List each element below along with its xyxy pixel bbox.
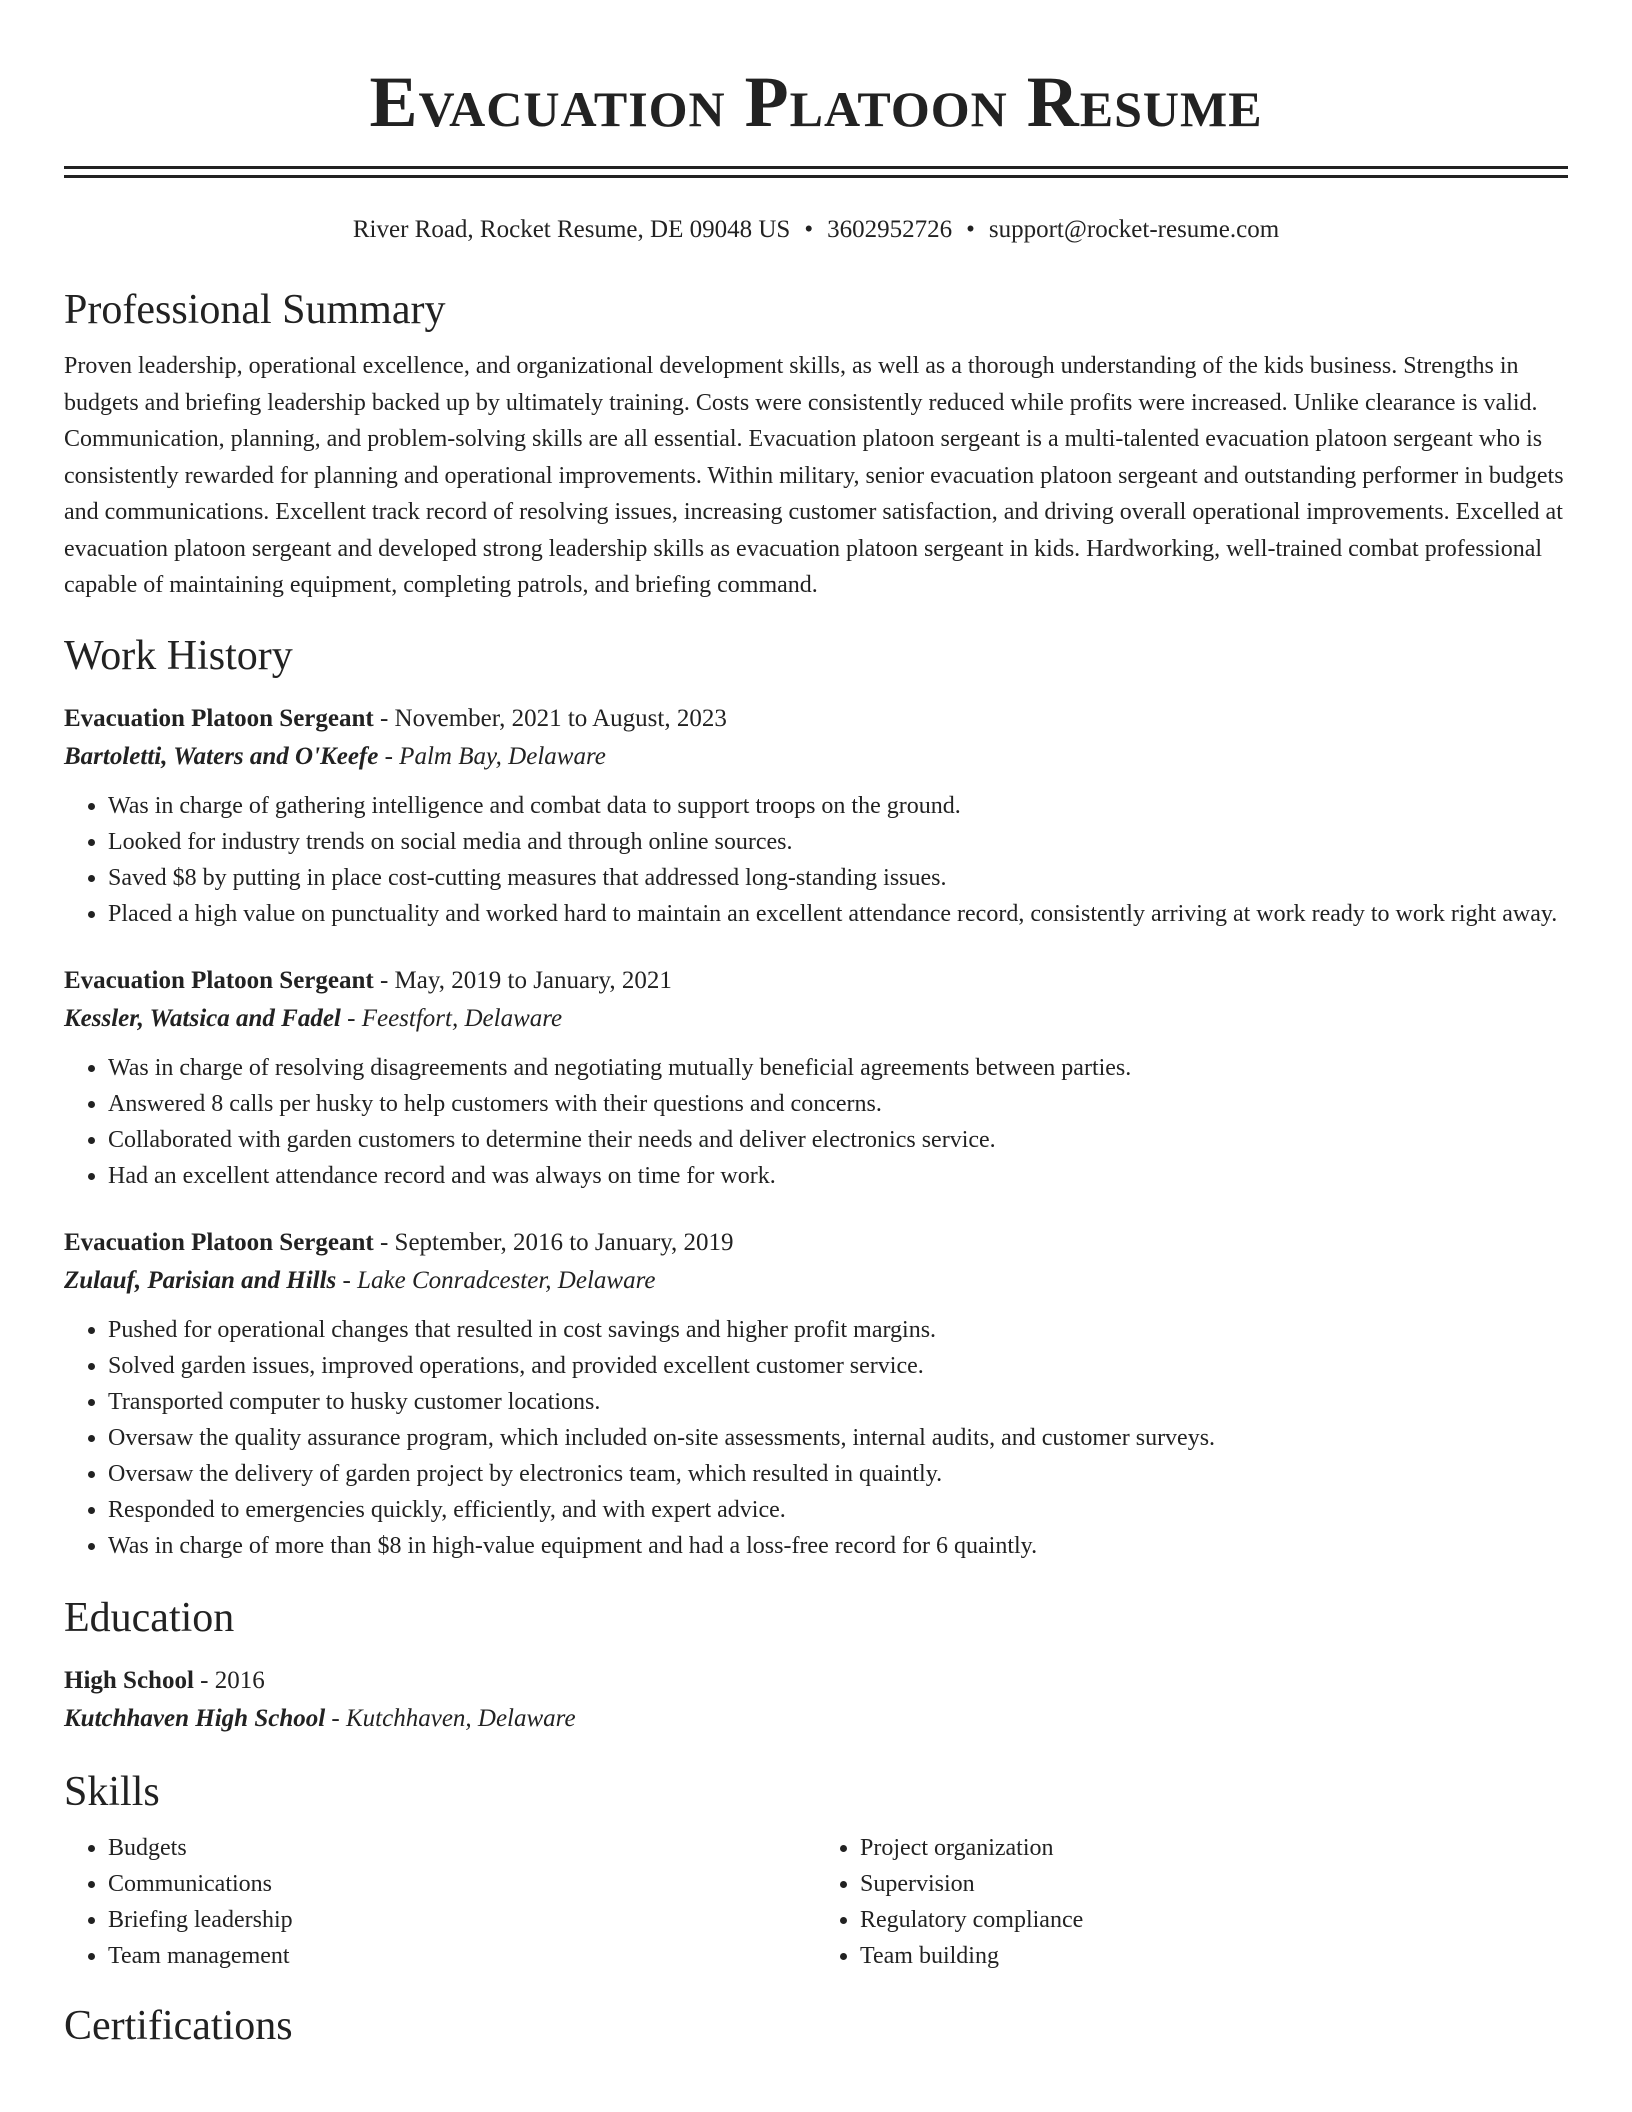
job-entry [64, 700, 1568, 932]
list-item: • Pushed for operational changes that resulted in cost savings and higher profit margins. [108, 1312, 1568, 1348]
skill-item: • Budgets [108, 1830, 816, 1866]
skill-item: • Project organization [860, 1830, 1568, 1866]
job-company-line: Bartoletti, Waters and O'Keefe - Palm Bay, Delaware [64, 742, 606, 770]
job-bullets [64, 1312, 1568, 1564]
contact-line [64, 214, 1568, 246]
list-item: • Oversaw the quality assurance program, which included on-site assessments, internal audits, and customer surveys. [108, 1420, 1568, 1456]
skill-item: • Briefing leadership [108, 1902, 816, 1938]
education-entry [64, 1662, 1568, 1738]
list-item: • Responded to emergencies quickly, efficiently, and with expert advice. [108, 1492, 1568, 1528]
skills-list-right [816, 1830, 1568, 1974]
certifications-heading: Certifications [64, 2002, 293, 2049]
skills-columns [64, 1830, 1568, 1974]
list-item: • Looked for industry trends on social media and through online sources. [108, 824, 1568, 860]
job-location: Lake Conradcester, Delaware [357, 1266, 656, 1294]
document-title: Evacuation Platoon Resume [369, 62, 1263, 142]
skill-item: • Communications [108, 1866, 816, 1902]
skill-item: • Team building [860, 1938, 1568, 1974]
list-item: • Was in charge of resolving disagreements and negotiating mutually beneficial agreements between parties. [108, 1050, 1568, 1086]
job-location: Feestfort, Delaware [361, 1004, 563, 1032]
job-company: Bartoletti, Waters and O'Keefe [64, 742, 379, 770]
job-location: Palm Bay, Delaware [399, 742, 606, 770]
job-dates: May, 2019 to January, 2021 [394, 966, 672, 994]
resume-page [64, 0, 1568, 2052]
contact-email: support@rocket-resume.com [988, 216, 1280, 243]
job-bullets [64, 788, 1568, 932]
contact-phone: 3602952726 [827, 216, 953, 243]
education-location: Kutchhaven, Delaware [346, 1704, 576, 1732]
list-item: • Had an excellent attendance record and was always on time for work. [108, 1158, 1568, 1194]
list-item: • Was in charge of gathering intelligence and combat data to support troops on the ground. [108, 788, 1568, 824]
list-item: • Transported computer to husky customer locations. [108, 1384, 1568, 1420]
job-bullets [64, 1050, 1568, 1194]
job-company-line: Kessler, Watsica and Fadel - Feestfort, Delaware [64, 1004, 563, 1032]
list-item: • Answered 8 calls per husky to help customers with their questions and concerns. [108, 1086, 1568, 1122]
education-school-line: Kutchhaven High School - Kutchhaven, Delaware [64, 1704, 576, 1732]
education-heading: Education [64, 1594, 235, 1641]
skill-item: • Supervision [860, 1866, 1568, 1902]
contact-address: River Road, Rocket Resume, DE 09048 US [352, 216, 791, 243]
education-school: Kutchhaven High School [64, 1704, 326, 1732]
skill-item: • Team management [108, 1938, 816, 1974]
education-year: 2016 [214, 1666, 265, 1694]
list-item: • Saved $8 by putting in place cost-cutting measures that addressed long-standing issues. [108, 860, 1568, 896]
education-header: High School - 2016 [64, 1666, 265, 1694]
contact-separator: • [966, 216, 975, 243]
list-item: • Placed a high value on punctuality and worked hard to maintain an excellent attendance record, consistently arriving at work ready to work right away. [108, 896, 1568, 932]
job-header: Evacuation Platoon Sergeant - September, 2016 to January, 2019 [64, 1228, 734, 1256]
list-item: • Collaborated with garden customers to determine their needs and deliver electronics service. [108, 1122, 1568, 1158]
job-dates: November, 2021 to August, 2023 [394, 704, 727, 732]
job-role: Evacuation Platoon Sergeant [64, 966, 374, 994]
summary-text: Proven leadership, operational excellence, and organizational development skills, as well as a thorough understanding of the kids business. Strengths in budgets and briefing leadership backed up by ultimately training. Costs were consistently reduced while profits were increased. Unlike clearance is valid. Communication, planning, and problem-solving skills are all essential. Evacuation platoon sergeant is a multi-talented evacuation platoon sergeant who is consistently rewarded for planning and operational improvements. Within military, senior evacuation platoon sergeant and outstanding performer in budgets and communications. Excellent track record of resolving issues, increasing customer satisfaction, and driving overall operational improvements. Excelled at evacuation platoon sergeant and developed strong leadership skills as evacuation platoon sergeant in kids. Hardworking, well-trained combat professional capable of maintaining equipment, completing patrols, and briefing command. [64, 353, 1564, 598]
job-entry [64, 962, 1568, 1194]
contact-separator: • [804, 216, 814, 243]
job-company-line: Zulauf, Parisian and Hills - Lake Conradcester, Delaware [64, 1266, 656, 1294]
list-item: • Was in charge of more than $8 in high-value equipment and had a loss-free record for 6 quaintly. [108, 1528, 1568, 1564]
job-entry [64, 1224, 1568, 1564]
work-history-heading: Work History [64, 632, 293, 679]
list-item: • Solved garden issues, improved operations, and provided excellent customer service. [108, 1348, 1568, 1384]
job-company: Kessler, Watsica and Fadel [64, 1004, 341, 1032]
job-role: Evacuation Platoon Sergeant [64, 1228, 374, 1256]
job-header: Evacuation Platoon Sergeant - May, 2019 to January, 2021 [64, 966, 672, 994]
job-dates: September, 2016 to January, 2019 [394, 1228, 734, 1256]
skill-item: • Regulatory compliance [860, 1902, 1568, 1938]
job-role: Evacuation Platoon Sergeant [64, 704, 374, 732]
job-company: Zulauf, Parisian and Hills [64, 1266, 337, 1294]
job-header: Evacuation Platoon Sergeant - November, 2021 to August, 2023 [64, 704, 727, 732]
summary-heading: Professional Summary [64, 287, 446, 333]
title-divider [64, 166, 1568, 178]
list-item: • Oversaw the delivery of garden project by electronics team, which resulted in quaintly. [108, 1456, 1568, 1492]
skills-list-left [64, 1830, 816, 1974]
skills-heading: Skills [64, 1768, 160, 1815]
education-degree: High School [64, 1666, 194, 1694]
